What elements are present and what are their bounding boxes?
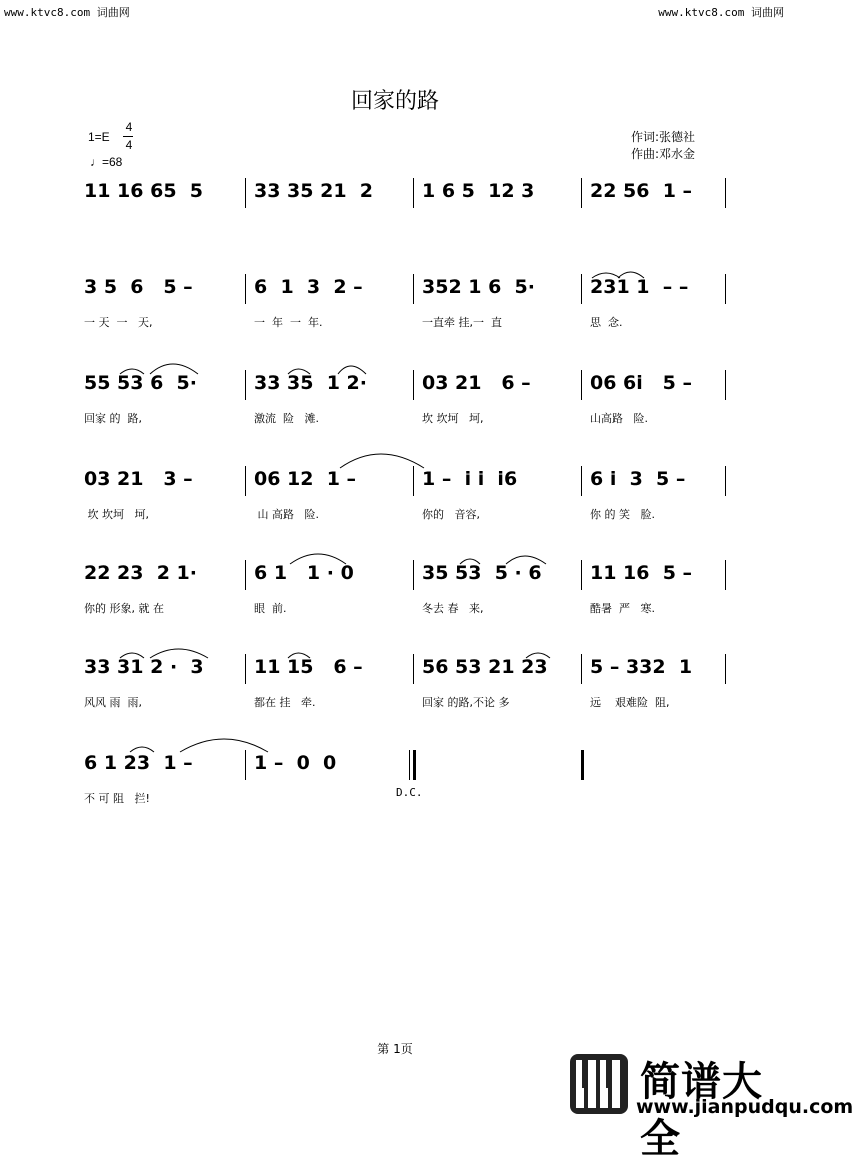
measure-notes: 06 12 1 – <box>254 468 357 490</box>
header-right: www.ktvc8.com 词曲网 <box>658 6 784 19</box>
time-signature-top: 4 <box>125 120 133 134</box>
measure-notes: 6 i 3 5 – <box>590 468 686 490</box>
measure-notes: 22 23 2 1· <box>84 562 197 584</box>
bar-line <box>245 274 246 304</box>
bar-line <box>413 466 414 496</box>
lyric-line: 你 的 笑 脸. <box>590 508 655 521</box>
lyric-line: 山高路 险. <box>590 412 648 425</box>
measure-notes: 1 – 0 0 <box>254 752 337 774</box>
lyric-line: 激流 险 滩. <box>254 412 319 425</box>
lyric-line: 不 可 阻 拦! <box>84 792 150 805</box>
lyricist: 作词:张德社 <box>631 130 696 144</box>
lyric-line: 酷暑 严 寒. <box>590 602 655 615</box>
bar-line <box>245 370 246 400</box>
lyric-line: 你的 音容, <box>422 508 480 521</box>
bar-line <box>581 560 582 590</box>
bar-line <box>581 370 582 400</box>
lyric-line: 眼 前. <box>254 602 287 615</box>
measure-notes: 11 16 5 – <box>590 562 693 584</box>
lyric-line: 风风 雨 雨, <box>84 696 142 709</box>
bar-line <box>413 178 414 208</box>
bar-line <box>725 370 726 400</box>
measure-notes: 03 21 3 – <box>84 468 193 490</box>
bar-line <box>413 274 414 304</box>
measure-notes: 03 21 6 – <box>422 372 531 394</box>
lyric-line: 坎 坎坷 坷, <box>84 508 149 521</box>
bar-line <box>245 654 246 684</box>
bar-line <box>725 466 726 496</box>
bar-line <box>581 274 582 304</box>
lyric-line: 一直牵 挂,一 直 <box>422 316 502 329</box>
measure-notes: 3 5 6 5 – <box>84 276 193 298</box>
lyric-line: 思 念. <box>590 316 623 329</box>
measure-notes: 6 1 3 2 – <box>254 276 363 298</box>
measure-notes: 11 16 65 5 <box>84 180 204 202</box>
measure-notes: 35 53 5 · 6 <box>422 562 542 584</box>
song-title: 回家的路 <box>350 89 439 114</box>
bar-line <box>245 560 246 590</box>
bar-line <box>413 560 414 590</box>
tempo-marking <box>90 155 122 169</box>
tempo-value: =68 <box>102 155 123 169</box>
lyric-line: 都在 挂 牵. <box>254 696 316 709</box>
measure-notes: 22 56 1 – <box>590 180 693 202</box>
site-logo-url: www.jianpudqu.com <box>636 1096 853 1118</box>
lyric-line: 回家 的 路, <box>84 412 142 425</box>
lyric-line: 山 高路 险. <box>254 508 319 521</box>
bar-line <box>413 654 414 684</box>
slur <box>180 739 268 752</box>
measure-notes: 33 31 2 · 3 <box>84 656 204 678</box>
measure-notes: 33 35 1 2· <box>254 372 367 394</box>
measure-notes: 1 6 5 12 3 <box>422 180 535 202</box>
measure-notes: 231 1 – – <box>590 276 689 298</box>
lyric-line: 坎 坎坷 坷, <box>422 412 484 425</box>
da-capo-marking: D.C. <box>396 786 423 799</box>
time-signature-bottom: 4 <box>125 138 133 152</box>
bar-line <box>409 750 410 780</box>
measure-notes: 5 – 332 1 <box>590 656 693 678</box>
bar-line <box>245 750 246 780</box>
bar-line <box>581 466 582 496</box>
bar-line <box>413 750 416 780</box>
measure-notes: 352 1 6 5· <box>422 276 535 298</box>
bar-line <box>725 178 726 208</box>
bar-line <box>413 370 414 400</box>
measure-notes: 6 1 23 1 – <box>84 752 193 774</box>
lyric-line: 回家 的路,不论 多 <box>422 696 510 709</box>
measure-notes: 11 15 6 – <box>254 656 363 678</box>
bar-line <box>725 560 726 590</box>
lyric-line: 你的 形象, 就 在 <box>84 602 164 615</box>
site-logo-text: 简谱大全 <box>640 1059 763 1162</box>
bar-line <box>581 750 584 780</box>
time-signature-line <box>123 136 133 137</box>
lyric-line: 一 年 一 年. <box>254 316 323 329</box>
bar-line <box>245 178 246 208</box>
bar-line <box>725 654 726 684</box>
measure-notes: 06 6i 5 – <box>590 372 692 394</box>
bar-line <box>245 466 246 496</box>
measure-notes: 33 35 21 2 <box>254 180 374 202</box>
measure-notes: 56 53 21 23 <box>422 656 548 678</box>
measure-notes: 1 – i i i6 <box>422 468 518 490</box>
key-signature: 1=E <box>88 130 110 144</box>
lyric-line: 冬去 春 来, <box>422 602 484 615</box>
measure-notes: 55 53 6 5· <box>84 372 197 394</box>
composer: 作曲:邓水金 <box>631 147 696 161</box>
lyric-line: 远 艰难险 阻, <box>590 696 670 709</box>
bar-line <box>725 274 726 304</box>
bar-line <box>581 654 582 684</box>
quarter-note-icon: ♩ <box>90 155 102 169</box>
page-number: 第 1页 <box>377 1042 413 1056</box>
lyric-line: 一 天 一 天, <box>84 316 153 329</box>
measure-notes: 6 1 1 · 0 <box>254 562 354 584</box>
header-left: www.ktvc8.com 词曲网 <box>4 6 130 19</box>
bar-line <box>581 178 582 208</box>
slur <box>340 454 424 468</box>
